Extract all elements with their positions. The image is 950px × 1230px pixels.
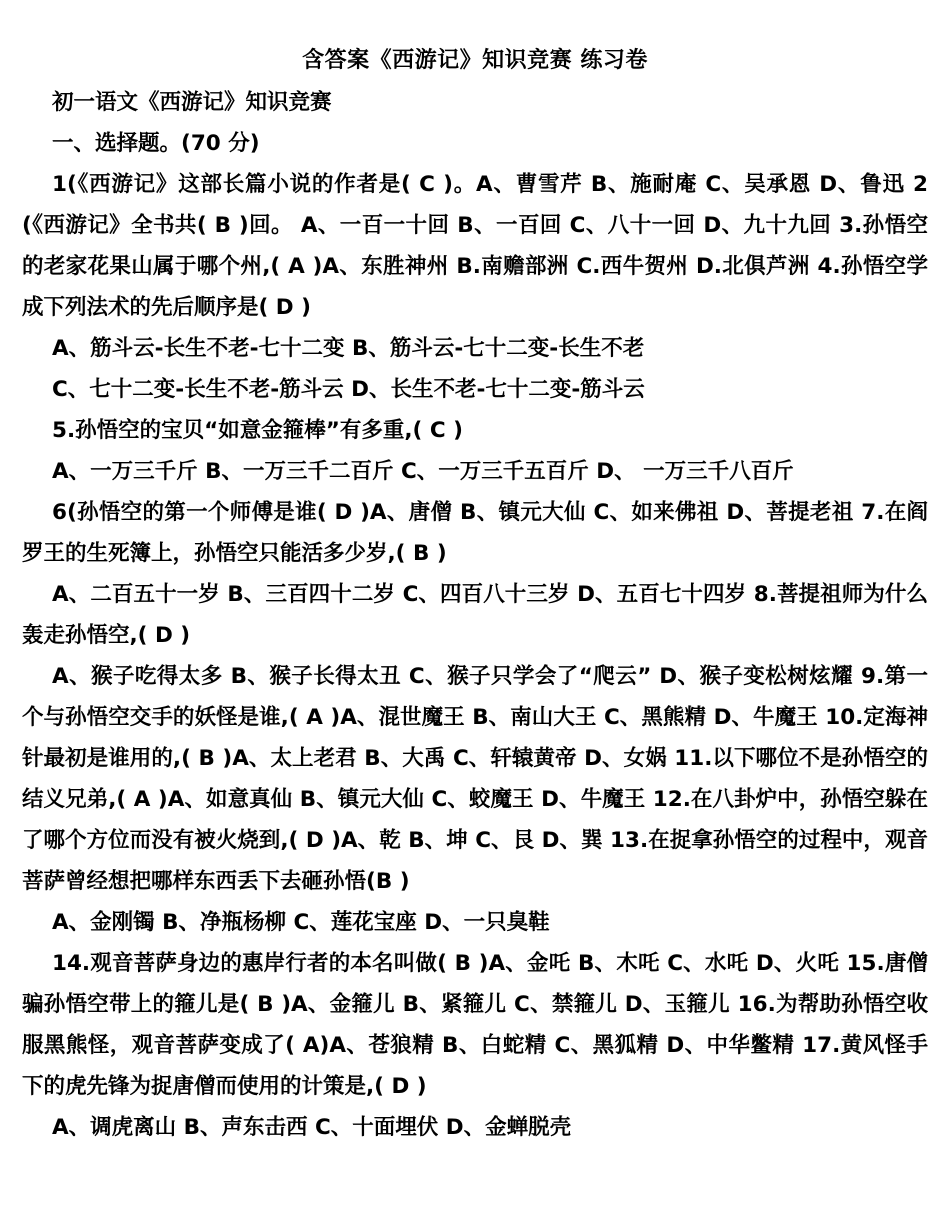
- paragraph-q17-options: A、调虎离山 B、声东击西 C、十面埋伏 D、金蝉脱壳: [52, 1115, 572, 1140]
- paragraph-questions-1-4: 1(《西游记》这部长篇小说的作者是( C )。A、曹雪芹 B、施耐庵 C、吴承恩 D、鲁迅 2(《西游记》全书共( B )回。 A、一百一十回 B、一百回 C、八十一回 D、九十九回 3.孙悟空的老家花果山属于哪个州,( A )A、东胜神州 B.南赡部洲 C.西牛贺州 D.北俱芦洲 4.孙悟空学成下列法术的先后顺序是( D ): [22, 172, 928, 320]
- paragraph-section-heading: 一、选择题。(70 分): [52, 131, 260, 156]
- paragraph-q4-options-ab: A、筋斗云-长生不老-七十二变 B、筋斗云-七十二变-长生不老: [52, 336, 645, 361]
- paragraph-q7-options-q8: A、二百五十一岁 B、三百四十二岁 C、四百八十三岁 D、五百七十四岁 8.菩提祖师为什么轰走孙悟空,( D ): [22, 582, 928, 648]
- paragraph-q5-options: A、一万三千斤 B、一万三千二百斤 C、一万三千五百斤 D、 一万三千八百斤: [52, 459, 794, 484]
- paragraph-questions-8-13: A、猴子吃得太多 B、猴子长得太丑 C、猴子只学会了“爬云” D、猴子变松树炫耀 9.第一个与孙悟空交手的妖怪是谁,( A )A、混世魔王 B、南山大王 C、黑熊精 D、牛魔王 10.定海神针最初是谁用的,( B )A、太上老君 B、大禹 C、轩辕黄帝 D、女娲 11.以下哪位不是孙悟空的结义兄弟,( A )A、如意真仙 B、镇元大仙 C、蛟魔王 D、牛魔王 12.在八卦炉中，孙悟空躲在了哪个方位而没有被火烧到,( D )A、乾 B、坤 C、艮 D、巽 13.在捉拿孙悟空的过程中，观音菩萨曾经想把哪样东西丢下去砸孙悟(B ): [22, 664, 928, 894]
- paragraph-q4-options-cd: C、七十二变-长生不老-筋斗云 D、长生不老-七十二变-筋斗云: [52, 377, 645, 402]
- paragraph-question-5: 5.孙悟空的宝贝“如意金箍棒”有多重,( C ): [52, 418, 463, 443]
- document-title: 含答案《西游记》知识竞赛 练习卷: [302, 48, 648, 73]
- paragraph-questions-14-17: 14.观音菩萨身边的惠岸行者的本名叫做( B )A、金吒 B、木吒 C、水吒 D、火吒 15.唐僧骗孙悟空带上的箍儿是( B )A、金箍儿 B、紧箍儿 C、禁箍儿 D、玉箍儿 16.为帮助孙悟空收服黑熊怪，观音菩萨变成了( A)A、苍狼精 B、白蛇精 C、黑狐精 D、中华鳖精 17.黄风怪手下的虎先锋为捉唐僧而使用的计策是,( D ): [22, 951, 928, 1099]
- paragraph-q13-options: A、金刚镯 B、净瓶杨柳 C、莲花宝座 D、一只臭鞋: [52, 910, 550, 935]
- paragraph-questions-6-7: 6(孙悟空的第一个师傅是谁( D )A、唐僧 B、镇元大仙 C、如来佛祖 D、菩提老祖 7.在阎罗王的生死簿上，孙悟空只能活多少岁,( B ): [22, 500, 928, 566]
- paragraph-subtitle: 初一语文《西游记》知识竞赛: [52, 90, 332, 115]
